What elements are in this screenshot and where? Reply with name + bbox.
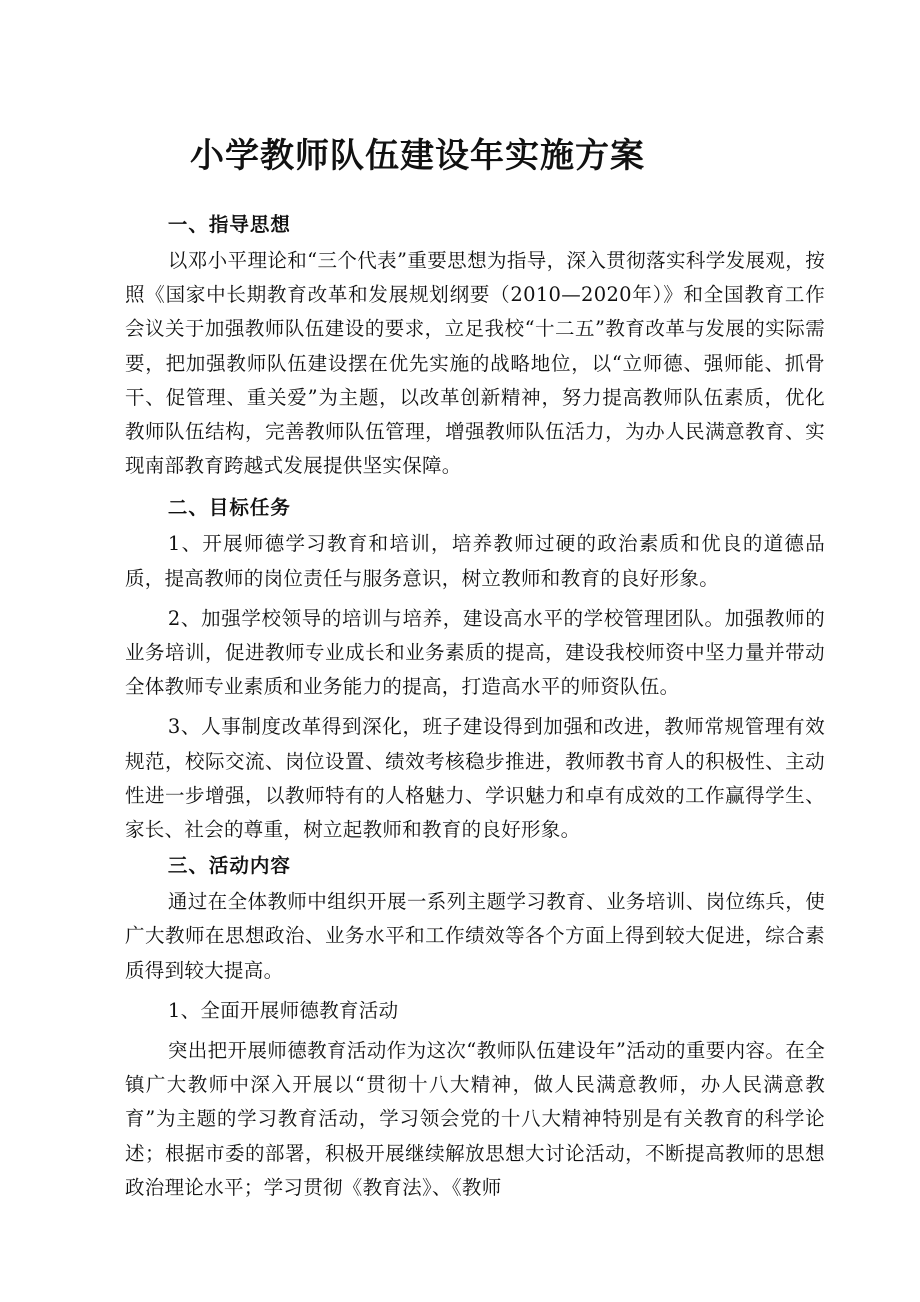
paragraph: 通过在全体教师中组织开展一系列主题学习教育、业务培训、岗位练兵，使广大教师在思想政治、业务水平和工作绩效等各个方面上得到较大促进，综合素质得到较大提高。	[125, 890, 825, 982]
subsection-heading: 1、全面开展师德教育活动	[167, 998, 399, 1022]
paragraph: 3、人事制度改革得到深化，班子建设得到加强和改进，教师常规管理有效规范，校际交流、岗位设置、绩效考核稳步推进，教师教书育人的积极性、主动性进一步增强，以教师特有的人格魅力、学识魅力和卓有成效的工作赢得学生、家长、社会的尊重，树立起教师和教育的良好形象。	[125, 715, 825, 842]
paragraph: 1、开展师德学习教育和培训，培养教师过硬的政治素质和优良的道德品质，提高教师的岗位责任与服务意识，树立教师和教育的良好形象。	[125, 532, 825, 590]
paragraph: 突出把开展师德教育活动作为这次“教师队伍建设年”活动的重要内容。在全镇广大教师中深入开展以“贯彻十八大精神，做人民满意教师，办人民满意教育”为主题的学习教育活动，学习领会党的十八大精神特别是有关教育的科学论述；根据市委的部署，积极开展继续解放思想大讨论活动，不断提高教师的思想政治理论水平；学习贯彻《教育法》、《教师	[125, 1039, 825, 1199]
section-heading: 二、目标任务	[167, 496, 291, 520]
section-heading: 三、活动内容	[167, 854, 291, 878]
section-heading: 一、指导思想	[167, 213, 291, 236]
document-body	[125, 206, 825, 1205]
paragraph: 以邓小平理论和“三个代表”重要思想为指导，深入贯彻落实科学发展观，按照《国家中长期教育改革和发展规划纲要（2010—2020年）》和全国教育工作会议关于加强教师队伍建设的要求，立足我校“十二五”教育改革与发展的实际需要，把加强教师队伍建设摆在优先实施的战略地位，以“立师德、强师能、抓骨干、促管理、重关爱”为主题，以改革创新精神，努力提高教师队伍素质，优化教师队伍结构，完善教师队伍管理，增强教师队伍活力，为办人民满意教育、实现南部教育跨越式发展提供坚实保障。	[125, 249, 825, 478]
paragraph: 2、加强学校领导的培训与培养，建设高水平的学校管理团队。加强教师的业务培训，促进教师专业成长和业务素质的提高，建设我校师资中坚力量并带动全体教师专业素质和业务能力的提高，打造高水平的师资队伍。	[125, 606, 825, 699]
document-title: 小学教师队伍建设年实施方案	[190, 136, 645, 176]
